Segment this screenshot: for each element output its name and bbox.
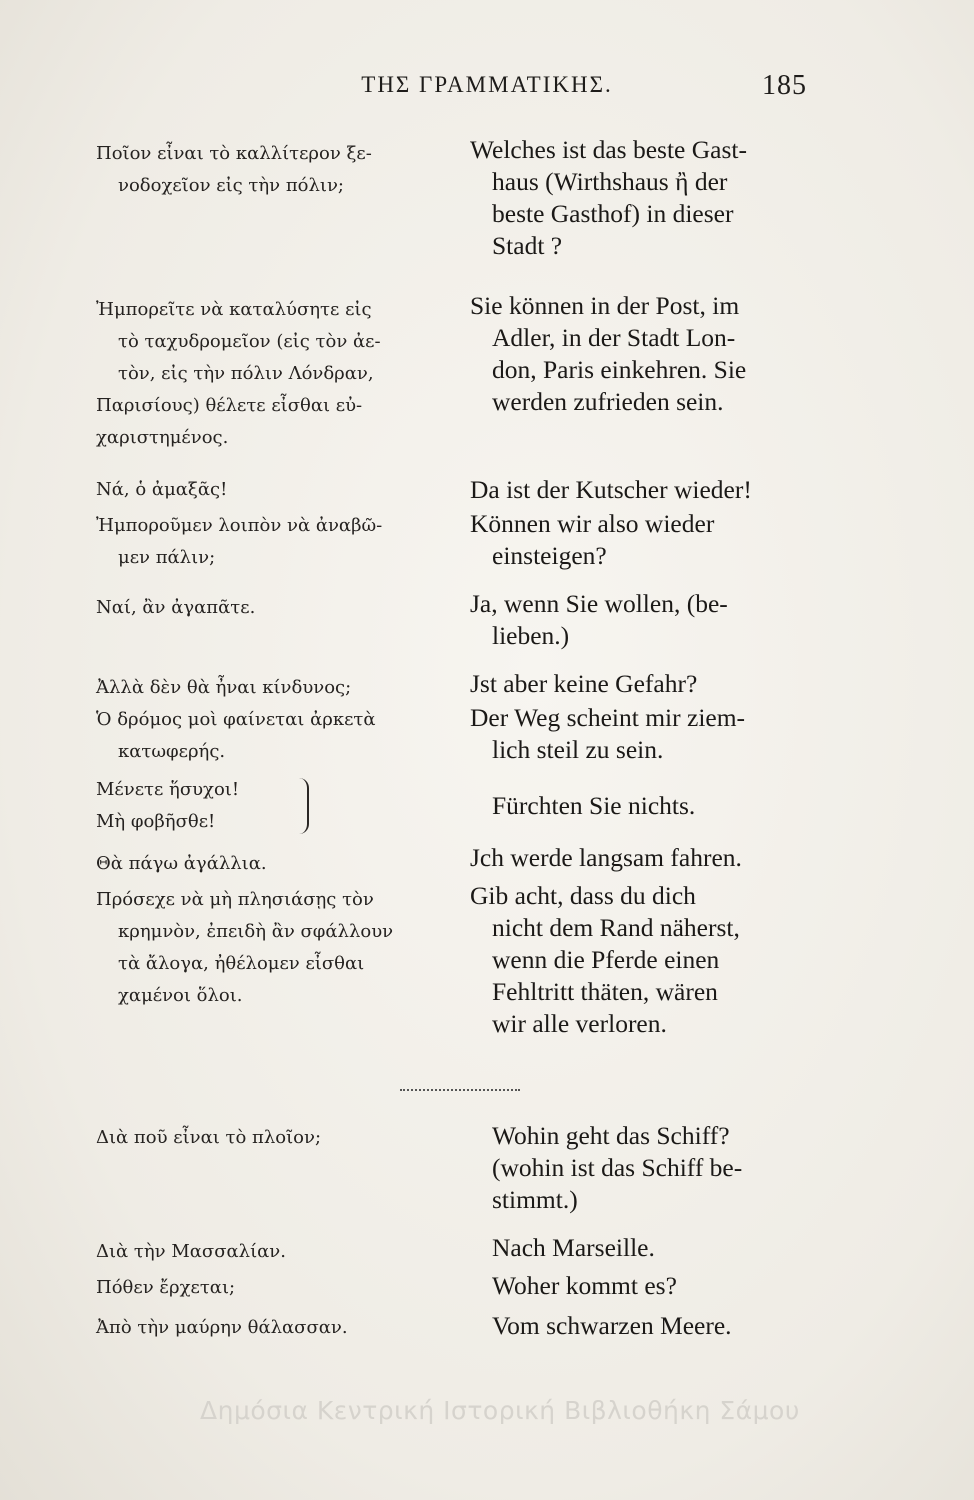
section-divider: [400, 1089, 520, 1091]
german-entry: Gib acht, dass du dich nicht dem Rand näherst, wenn die Pferde einen Fehltritt thäten, wären wir alle verloren.: [470, 881, 740, 1038]
german-entry: Ja, wenn Sie wollen, (be- lieben.): [470, 589, 728, 650]
german-entry: Nach Marseille.: [492, 1233, 655, 1262]
german-entry: Da ist der Kutscher wieder!: [470, 475, 752, 504]
german-entry: Wohin geht das Schiff? (wohin ist das Schiff be- stimmt.): [492, 1121, 743, 1214]
greek-entry: Πρόσεχε νὰ μὴ πλησιάσῃς τὸν κρημνὸν, ἐπειδὴ ἂν σφάλλουν τὰ ἄλογα, ἠθέλομεν εἶσθαι χαμένοι ὅλοι.: [96, 889, 394, 1006]
greek-entry: Ποῖον εἶναι τὸ καλλίτερον ξε- νοδοχεῖον εἰς τὴν πόλιν;: [96, 143, 372, 196]
greek-entry: Διὰ τὴν Μασσαλίαν.: [96, 1241, 286, 1262]
greek-entry: Ναί, ἂν ἀγαπᾶτε.: [96, 597, 256, 618]
greek-entry: Νά, ὁ ἀμαξᾶς!: [96, 479, 228, 500]
german-entry: Fürchten Sie nichts.: [492, 791, 696, 820]
greek-entry: Ἀπὸ τὴν μαύρην θάλασσαν.: [96, 1317, 348, 1338]
german-entry: Vom schwarzen Meere.: [492, 1311, 732, 1340]
page-number: 185: [762, 70, 807, 101]
greek-entry: Πόθεν ἔρχεται;: [96, 1277, 236, 1298]
german-entry: Können wir also wieder einsteigen?: [470, 509, 715, 570]
greek-entry: Θὰ πάγω ἀγάλλια.: [96, 853, 267, 874]
greek-entry: Ὁ δρόμος μοὶ φαίνεται ἀρκετὰ κατωφερής.: [96, 709, 376, 762]
greek-entry: Διὰ ποῦ εἶναι τὸ πλοῖον;: [96, 1127, 322, 1148]
greek-entry: Ἠμποροῦμεν λοιπὸν νὰ ἀναβῶ- μεν πάλιν;: [96, 515, 383, 568]
german-entry: Jch werde langsam fahren.: [470, 843, 742, 872]
greek-entry: Ἠμπορεῖτε νὰ καταλύσητε εἰς τὸ ταχυδρομεῖον (εἰς τὸν ἀε- τὸν, εἰς τὴν πόλιν Λόνδραν, Παρισίους) θέλετε εἶσθαι εὐ- χαριστημένος.: [96, 299, 381, 448]
german-entry: Der Weg scheint mir ziem- lich steil zu sein.: [470, 703, 746, 764]
greek-entry: Ἀλλὰ δὲν θὰ ἦναι κίνδυνος;: [96, 677, 352, 698]
german-entry: Woher kommt es?: [492, 1271, 677, 1300]
german-entry: Sie können in der Post, im Adler, in der Stadt Lon- don, Paris einkehren. Sie werden zufrieden sein.: [470, 291, 747, 416]
german-entry: Welches ist das beste Gast- haus (Wirthshaus ἢ der beste Gasthof) in dieser Stadt ?: [470, 135, 747, 260]
running-header: ΤΗΣ ΓΡΑΜΜΑΤΙΚΗΣ.: [361, 72, 613, 97]
german-entry: Jst aber keine Gefahr?: [470, 669, 698, 698]
library-watermark: Δημόσια Κεντρική Ιστορική Βιβλιοθήκη Σάμου: [200, 1396, 800, 1425]
greek-entry: Μένετε ἥσυχοι! Μὴ φοβῆσθε!: [96, 779, 240, 832]
brace: [297, 778, 309, 834]
